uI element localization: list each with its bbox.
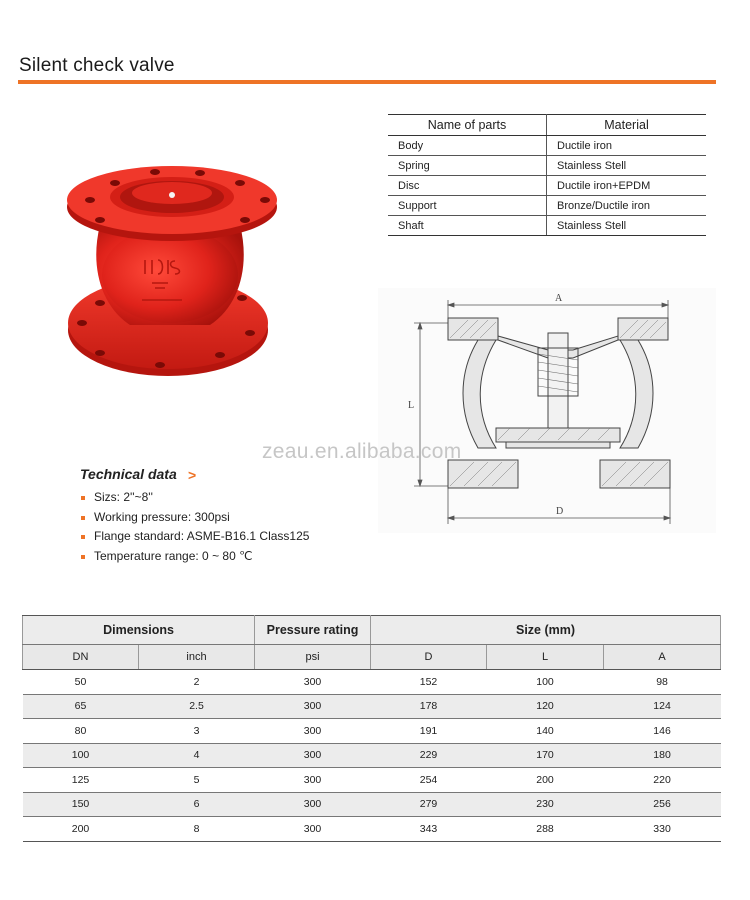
sub-header-row (23, 645, 721, 670)
cell: 178 (371, 694, 487, 719)
cell: 170 (487, 743, 604, 768)
bullet-icon (81, 535, 85, 539)
cell: 4 (139, 743, 255, 768)
chevron-right-icon: > (188, 467, 197, 483)
cell: 124 (604, 694, 721, 719)
cell: 2.5 (139, 694, 255, 719)
part-name: Spring (388, 156, 547, 176)
dimension-label-a: A (555, 293, 563, 304)
cell: 3 (139, 719, 255, 744)
dimensions-table (22, 615, 721, 842)
col-group-size: Size (mm) (371, 616, 721, 645)
table-row (388, 136, 706, 156)
part-material: Bronze/Ductile iron (547, 196, 707, 216)
bullet-icon (81, 496, 85, 500)
table-row (23, 768, 721, 793)
cell: 220 (604, 768, 721, 793)
parts-material-table (388, 114, 706, 236)
col-group-pressure-rating: Pressure rating (255, 616, 371, 645)
spec-text: Working pressure: 300psi (94, 509, 230, 524)
cell: 330 (604, 817, 721, 842)
col-header-dn: DN (23, 645, 139, 670)
cell: 180 (604, 743, 721, 768)
part-material: Stainless Stell (547, 216, 707, 236)
cell: 191 (371, 719, 487, 744)
cell: 5 (139, 768, 255, 793)
col-group-dimensions: Dimensions (23, 616, 255, 645)
valve-product-photo (60, 155, 290, 390)
cell: 100 (23, 743, 139, 768)
table-row (388, 176, 706, 196)
list-item (80, 547, 309, 567)
cell: 65 (23, 694, 139, 719)
table-row (388, 216, 706, 236)
cell: 300 (255, 670, 371, 695)
col-header-a: A (604, 645, 721, 670)
list-item (80, 508, 309, 528)
valve-section-drawing (378, 288, 716, 533)
cell: 300 (255, 743, 371, 768)
part-name: Support (388, 196, 547, 216)
page-title: Silent check valve (19, 55, 175, 76)
cell: 230 (487, 792, 604, 817)
table-row (23, 817, 721, 842)
cell: 200 (487, 768, 604, 793)
spec-text: Flange standard: ASME-B16.1 Class125 (94, 529, 310, 543)
cell: 80 (23, 719, 139, 744)
part-material: Stainless Stell (547, 156, 707, 176)
table-row (23, 743, 721, 768)
table-row (23, 694, 721, 719)
parts-table-header (388, 115, 706, 136)
part-name: Body (388, 136, 547, 156)
col-header-l: L (487, 645, 604, 670)
table-row (23, 670, 721, 695)
col-header-d: D (371, 645, 487, 670)
group-header-row (23, 616, 721, 645)
bullet-icon (81, 555, 85, 559)
col-header-material: Material (547, 115, 707, 136)
cell: 300 (255, 792, 371, 817)
spec-text: Temperature range: 0 ~ 80 ℃ (94, 548, 253, 563)
cell: 6 (139, 792, 255, 817)
cell: 152 (371, 670, 487, 695)
list-item (80, 527, 309, 547)
bullet-icon (81, 516, 85, 520)
part-material: Ductile iron (547, 136, 707, 156)
dimension-label-l: L (408, 400, 415, 411)
cell: 279 (371, 792, 487, 817)
cell: 50 (23, 670, 139, 695)
spec-text: Sizs: 2''~8'' (94, 490, 153, 504)
part-material: Ductile iron+EPDM (547, 176, 707, 196)
table-row (388, 156, 706, 176)
cell: 140 (487, 719, 604, 744)
cell: 288 (487, 817, 604, 842)
part-name: Disc (388, 176, 547, 196)
table-row (23, 792, 721, 817)
cell: 200 (23, 817, 139, 842)
cell: 300 (255, 719, 371, 744)
list-item (80, 488, 309, 508)
title-divider (18, 80, 716, 84)
table-row (388, 196, 706, 216)
cell: 300 (255, 694, 371, 719)
technical-data-list (80, 488, 309, 566)
cell: 120 (487, 694, 604, 719)
cell: 125 (23, 768, 139, 793)
col-header-inch: inch (139, 645, 255, 670)
cell: 98 (604, 670, 721, 695)
col-header-psi: psi (255, 645, 371, 670)
cell: 300 (255, 768, 371, 793)
table-row (23, 719, 721, 744)
cell: 229 (371, 743, 487, 768)
cell: 100 (487, 670, 604, 695)
cell: 300 (255, 817, 371, 842)
cell: 254 (371, 768, 487, 793)
watermark: zeau.en.alibaba.com (262, 440, 462, 463)
cell: 150 (23, 792, 139, 817)
cell: 343 (371, 817, 487, 842)
dimension-label-d: D (556, 506, 564, 517)
col-header-name-of-parts: Name of parts (388, 115, 547, 136)
cell: 8 (139, 817, 255, 842)
cell: 146 (604, 719, 721, 744)
cell: 256 (604, 792, 721, 817)
technical-data-heading: Technical data (80, 466, 177, 482)
part-name: Shaft (388, 216, 547, 236)
cell: 2 (139, 670, 255, 695)
